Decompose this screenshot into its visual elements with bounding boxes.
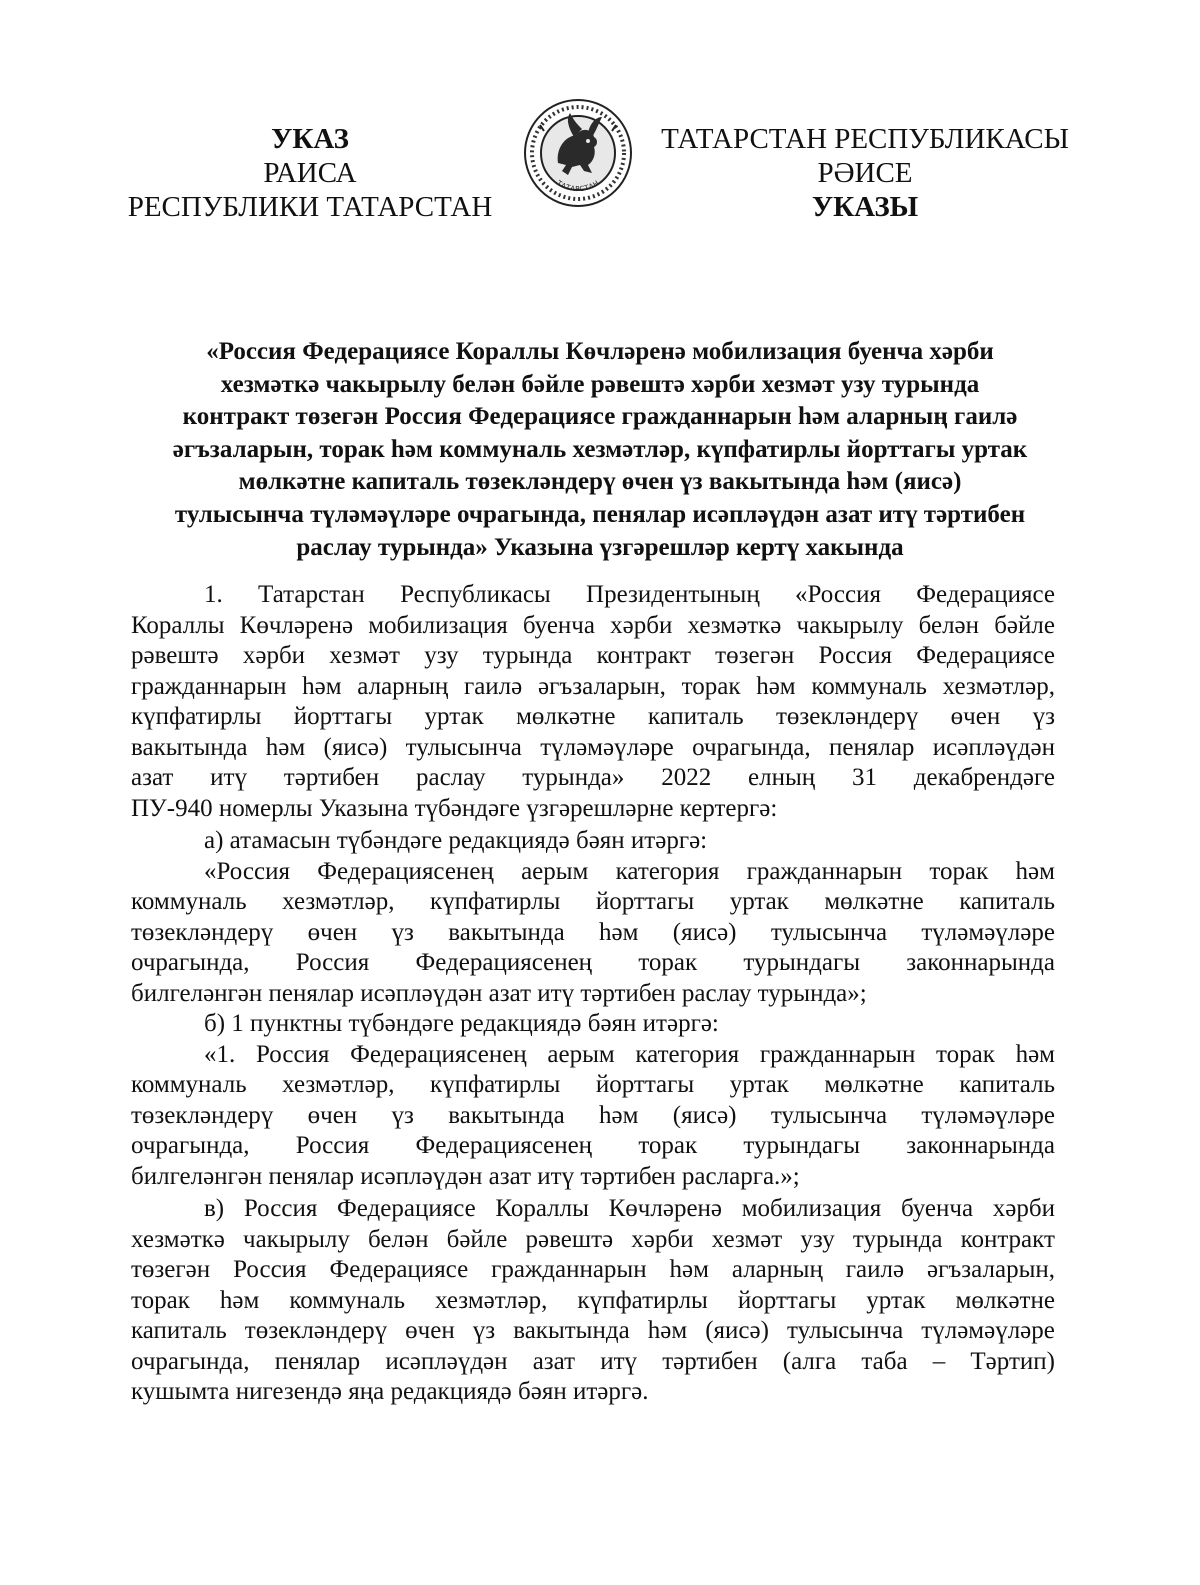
body-word: Россия [255, 1040, 330, 1068]
body-word: коммуналь [289, 1286, 405, 1314]
body-word: Татарстан [258, 581, 365, 608]
body-word: өчен [307, 918, 358, 946]
body-word: аларның [357, 672, 449, 700]
body-word: торак [936, 1040, 995, 1068]
body-word: хезмәт [711, 1225, 783, 1253]
body-word: күпфатирлы [577, 1286, 708, 1314]
body-word: исәпләүдән [932, 733, 1055, 761]
body-line [131, 1255, 1055, 1286]
body-line [131, 948, 1055, 979]
body-word: мөлкәтне [824, 888, 924, 915]
body-line: ПУ-940 номерлы Указына түбәндәге үзгәрешләрне кертергә: [131, 794, 778, 822]
title-line: раслау турында» Указына үзгәрешләр кертү хакында [296, 533, 904, 561]
body-word: очрагында, [692, 733, 811, 761]
body-word: – [932, 1347, 946, 1375]
title-line: контракт төзегән Россия Федерациясе гражданнарын һәм аларның гаилә [182, 403, 1018, 431]
header-left-line-3: РЕСПУБЛИКИ ТАТАРСТАН [127, 191, 493, 223]
body-word: тулысынча [787, 1317, 904, 1344]
body-line: кушымта нигезендә яңа редакциядә бәян итәргә. [131, 1378, 649, 1405]
body-word: төзекләндерү [131, 918, 274, 946]
body-word: аерым [547, 1040, 615, 1068]
body-word: 31 [851, 764, 877, 791]
body-word: хәрби [631, 1225, 694, 1253]
body-word: торак [638, 949, 698, 976]
body-word: тәртибен [283, 764, 380, 791]
body-word: исәпләүдән [385, 1347, 508, 1375]
body-word: турында» [522, 764, 625, 791]
body-word: өчен [405, 1317, 455, 1344]
body-word: хәрби [610, 611, 673, 639]
body-word: һәм [302, 672, 342, 700]
body-word: таба [861, 1347, 908, 1375]
body-word: азат [532, 1347, 576, 1375]
body-word: Федерациясенең [350, 1040, 527, 1068]
body-word: әгъзаларын, [927, 1256, 1055, 1283]
body-line [131, 763, 1055, 794]
body-word: хәрби [242, 642, 306, 669]
body-word: бәйле [994, 611, 1055, 639]
body-word: түләмәүләре [921, 1317, 1055, 1344]
body-word: йорттагы [293, 703, 393, 730]
body-word: пенялар [274, 1347, 361, 1375]
body-word: итү [210, 764, 247, 791]
body-word: капиталь [647, 703, 744, 730]
body-word: үз [391, 1101, 414, 1129]
body-word: Көчләренә [239, 611, 354, 639]
body-word: коммуналь [131, 888, 247, 915]
body-word: (яисә) [672, 1101, 737, 1129]
body-word: капиталь [131, 1317, 227, 1344]
body-word: вакытында [513, 1317, 630, 1344]
body-word: Россия [295, 949, 370, 976]
body-line: билгеләнгән пенялар исәпләүдән азат итү тәртибен раслау турында»; [131, 979, 867, 1007]
body-word: (яисә) [705, 1317, 769, 1344]
body-word: Президентының [586, 581, 760, 608]
body-word: категория [615, 857, 720, 885]
body-word: аларның [731, 1256, 823, 1283]
body-line [131, 611, 1055, 642]
body-line [131, 1347, 1055, 1378]
body-word: Көчләренә [608, 1195, 723, 1222]
body-word: мөлкәтне [516, 703, 616, 730]
body-word: Федерациясенең [415, 1132, 593, 1159]
title-line: мөлкәтне капиталь төзекләндерү өчен үз вакытында һәм (яисә) [238, 468, 962, 496]
body-word: һәм [599, 1101, 639, 1129]
body-line [131, 580, 1055, 611]
body-word: хезмәтләр, [282, 1071, 395, 1098]
body-word: төзекләндерү [131, 1101, 274, 1129]
body-word: Федерациясенең [415, 949, 593, 976]
body-word: Федерациясе [329, 1256, 469, 1283]
body-line [131, 1101, 1055, 1132]
body-word: рәвештә [131, 642, 219, 669]
body-word: узу [424, 642, 459, 669]
body-word: в) [204, 1195, 225, 1222]
body-word: Россия [243, 1195, 318, 1222]
body-line [131, 1194, 1055, 1225]
body-line [131, 1131, 1055, 1162]
body-word: үз [472, 1317, 496, 1344]
body-word: күпфатирлы [429, 888, 561, 915]
header-left-line-2: РАИСА [263, 157, 357, 189]
body-word: (алга [782, 1347, 837, 1375]
body-word: йорттагы [595, 1071, 695, 1098]
body-word: очрагында, [131, 949, 250, 976]
body-word: турындагы [743, 949, 861, 976]
body-line [131, 702, 1055, 733]
body-line [131, 672, 1055, 703]
body-word: хезмәткә [687, 611, 782, 639]
body-word: мобилизация [368, 611, 508, 639]
body-word: күпфатирлы [131, 703, 262, 730]
body-word: гражданнарын [746, 857, 903, 885]
body-word: гаилә [845, 1256, 905, 1283]
body-word: очрагында, [131, 1132, 250, 1159]
body-word: төзекләндерү [244, 1317, 388, 1344]
title-line: «Россия Федерациясе Кораллы Көчләренә мобилизация буенча хәрби [206, 338, 994, 365]
body-word: турында [482, 642, 573, 669]
header-right-line-2: РӘИСЕ [817, 157, 913, 189]
body-word: Россия [295, 1132, 370, 1159]
body-word: Федерациясе [916, 642, 1055, 669]
body-word: уртак [729, 1071, 789, 1098]
tatarstan-coat-of-arms-icon [522, 97, 634, 209]
body-word: һәм [599, 918, 639, 946]
body-word: белән [918, 611, 980, 639]
body-word: торак [681, 672, 741, 700]
header-left-russian [120, 122, 500, 224]
body-word: тулысынча [405, 733, 522, 761]
body-word: Федерациясенең [317, 857, 494, 885]
body-line [131, 1070, 1055, 1101]
title-line: хезмәткә чакырылу белән бәйле рәвештә хәрби хезмәт узу турында [220, 370, 980, 398]
body-word: түләмәүләре [540, 733, 674, 761]
body-word: турында [852, 1225, 943, 1253]
body-word: Республикасы [400, 581, 551, 608]
body-line: б) 1 пунктны түбәндәге редакциядә бәян итәргә: [204, 1010, 719, 1037]
body-word: мөлкәтне [955, 1286, 1055, 1314]
body-word: «Россия [204, 857, 290, 885]
body-word: торак [929, 857, 989, 885]
body-word: һәм [219, 1286, 260, 1314]
body-word: Кораллы [495, 1195, 589, 1222]
body-word: законнарында [906, 949, 1055, 976]
body-line [131, 1040, 1055, 1071]
body-line [131, 918, 1055, 949]
body-word: белән [368, 1225, 429, 1253]
body-word: хәрби [992, 1195, 1055, 1222]
body-word: (яисә) [672, 918, 737, 946]
body-word: гаилә [463, 672, 523, 700]
body-word: әгъзаларын, [537, 672, 666, 700]
body-word: рәвештә [525, 1225, 614, 1253]
header-right-line-1: ТАТАРСТАН РЕСПУБЛИКАСЫ [661, 123, 1069, 155]
body-word: Кораллы [131, 611, 225, 639]
body-word: чакырылу [243, 1225, 350, 1253]
body-word: хезмәтләр, [942, 672, 1055, 700]
decree-title [120, 336, 1080, 564]
body-word: итү [600, 1347, 638, 1375]
body-word: законнарында [906, 1132, 1055, 1159]
body-word: турындагы [743, 1132, 861, 1159]
body-word: торак [638, 1132, 698, 1159]
body-word: төзегән [715, 642, 795, 669]
body-word: йорттагы [737, 1286, 837, 1314]
body-line: а) атамасын түбәндәге редакциядә бәян итәргә: [204, 827, 708, 854]
body-word: түләмәүләре [921, 1101, 1055, 1129]
body-word: өчен [307, 1101, 358, 1129]
body-word: капиталь [959, 888, 1055, 915]
body-word: хезмәтләр, [435, 1286, 548, 1314]
title-line: тулысынча түләмәүләре очрагында, пенялар исәпләүдән азат итү тәртибен [174, 500, 1026, 528]
body-word: уртак [866, 1286, 926, 1314]
body-word: һәм [756, 672, 796, 700]
body-line [131, 1225, 1055, 1256]
body-word: узу [800, 1225, 835, 1253]
body-word: вакытында [448, 918, 565, 946]
body-word: уртак [729, 888, 789, 915]
body-word: һәм [265, 733, 306, 761]
body-line [131, 1286, 1055, 1317]
body-word: капиталь [959, 1071, 1055, 1098]
body-word: 1. [204, 581, 223, 608]
body-line [131, 733, 1055, 764]
body-word: контракт [596, 642, 691, 669]
decree-body [131, 580, 1055, 1408]
body-word: коммуналь [131, 1071, 247, 1098]
body-word: пенялар [829, 733, 915, 761]
header-right-line-3: УКАЗЫ [811, 191, 919, 223]
body-word: хезмәт [329, 642, 400, 669]
body-word: мөлкәтне [824, 1071, 924, 1098]
body-word: хезмәткә [131, 1225, 225, 1253]
body-word: һәм [1015, 857, 1055, 885]
body-word: Россия [233, 1256, 307, 1283]
body-word: контракт [960, 1225, 1055, 1253]
body-line [131, 857, 1055, 888]
body-word: төзекләндерү [775, 703, 919, 730]
body-word: Тәртип) [970, 1347, 1055, 1375]
body-word: раслау [415, 764, 486, 791]
body-word: «Россия [795, 581, 881, 608]
body-word: уртак [424, 703, 484, 730]
body-word: үз [1032, 703, 1055, 730]
body-word: Россия [818, 642, 893, 669]
body-word: үз [391, 918, 414, 946]
body-word: «1. [204, 1040, 236, 1068]
body-word: түләмәүләре [921, 918, 1055, 946]
header-left-line-1: УКАЗ [271, 123, 349, 155]
emblem-text: ТАТАРСТАН [555, 179, 601, 194]
body-word: гражданнарын [491, 1256, 647, 1283]
body-word: йорттагы [595, 888, 695, 915]
body-word: тәртибен [662, 1347, 758, 1375]
body-word: буенча [900, 1195, 974, 1222]
body-word: елның [748, 764, 816, 791]
body-word: күпфатирлы [429, 1071, 561, 1098]
body-word: гражданнарын [131, 672, 287, 700]
body-word: декабрендәге [913, 764, 1055, 791]
body-word: Федерациясе [916, 581, 1055, 608]
body-word: (яисә) [323, 733, 388, 761]
header-right-tatar [650, 122, 1080, 224]
body-word: 2022 [661, 764, 712, 791]
body-word: чакырылу [796, 611, 904, 639]
body-word: коммуналь [811, 672, 927, 700]
body-line [131, 641, 1055, 672]
body-word: өчен [950, 703, 1001, 730]
body-word: тулысынча [770, 1101, 888, 1129]
body-word: тулысынча [770, 918, 888, 946]
body-line: билгеләнгән пенялар исәпләүдән азат итү тәртибен расларга.»; [131, 1162, 800, 1190]
body-line [131, 887, 1055, 918]
body-word: вакытында [448, 1101, 565, 1129]
body-line [131, 1316, 1055, 1347]
body-word: аерым [521, 857, 589, 885]
body-word: һәм [669, 1256, 709, 1283]
body-word: һәм [647, 1317, 688, 1344]
body-word: хезмәтләр, [282, 888, 395, 915]
title-line: әгъзаларын, торак һәм коммуналь хезмәтләр, күпфатирлы йорттагы уртак [172, 435, 1028, 463]
body-word: гражданнарын [759, 1040, 916, 1068]
body-word: төзегән [131, 1256, 211, 1283]
body-word: вакытында [131, 733, 248, 761]
body-word: торак [131, 1286, 190, 1314]
body-word: очрагында, [131, 1347, 250, 1375]
body-word: буенча [522, 611, 595, 639]
body-word: бәйле [446, 1225, 508, 1253]
body-word: категория [635, 1040, 740, 1068]
body-word: һәм [1015, 1040, 1055, 1068]
body-word: мобилизация [741, 1195, 882, 1222]
body-word: азат [131, 764, 174, 791]
body-word: Федерациясе [337, 1195, 476, 1222]
